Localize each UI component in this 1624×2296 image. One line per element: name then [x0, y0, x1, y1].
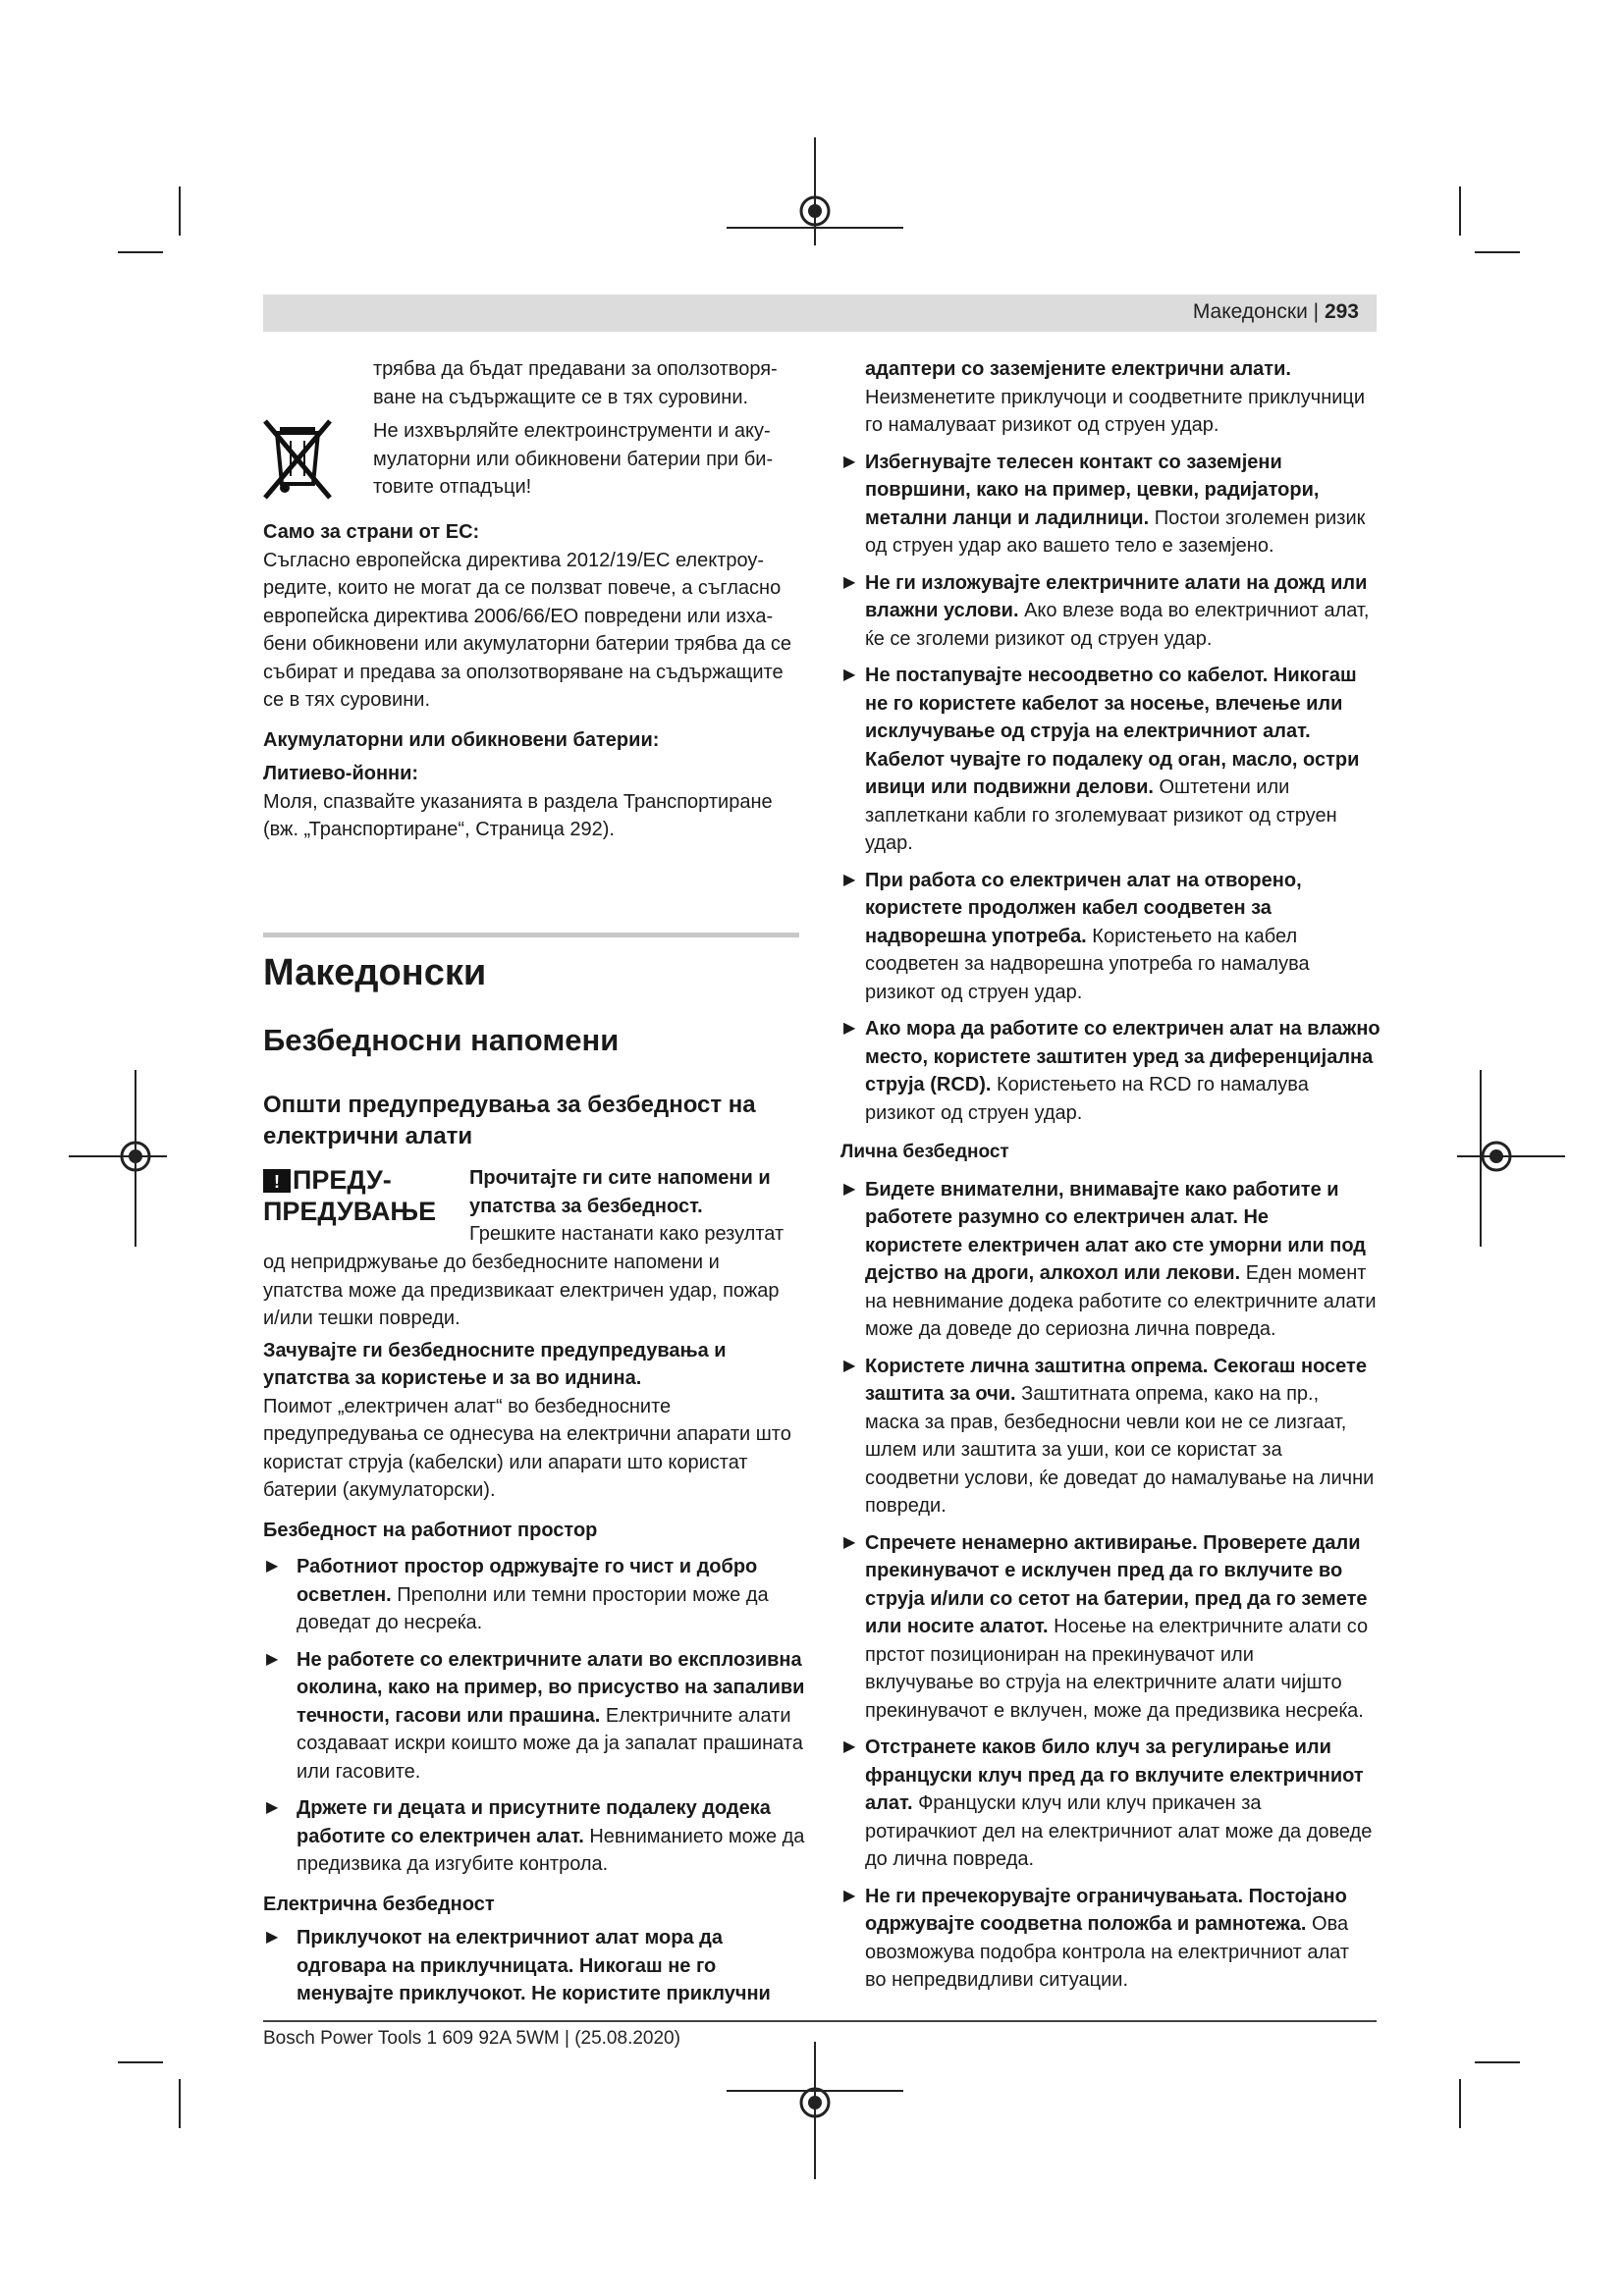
text-line: го намалуваат ризикот од струен удар. — [865, 414, 1219, 436]
text-line: батерии (акумулаторски). — [263, 1479, 496, 1501]
text-line: маска за прав, безбедносни чевли кои не се лизгаат, — [865, 1411, 1347, 1433]
text-fragment: Користењето на RCD го намалува — [991, 1074, 1309, 1095]
text-line: предизвика да изгубите контрола. — [297, 1853, 609, 1875]
text-line: ќе се зголеми ризикот од струен удар. — [865, 627, 1213, 650]
bold-line: Спречете ненамерно активирање. Проверете дали — [865, 1531, 1361, 1554]
text-line: мулаторни или обикновени батерии при би- — [373, 448, 774, 470]
bold-line: околина, како на пример, во присуство на запаливи — [297, 1677, 805, 1698]
list-item — [840, 867, 1390, 1007]
crop-mark — [1459, 187, 1461, 236]
arrow-bullet-icon: ▶ — [843, 1180, 856, 1198]
bold-line: Држете ги децата и присутните подалеку додека — [297, 1797, 771, 1819]
bold-line: не го користете кабелот за носење, влечење или — [865, 692, 1343, 715]
text-line: соодветни услови, ќе доведат до намалување на лични — [865, 1467, 1375, 1489]
list-item — [840, 1883, 1390, 1995]
text-fragment: Постои зголемен ризик — [1149, 507, 1366, 529]
bold-line: Не работете со електричните алати во експлозивна — [297, 1648, 802, 1671]
text-line: ризикот од струен удар. — [865, 1101, 1083, 1124]
keep-bold-line: Зачувајте ги безбедносните предупредувања и — [263, 1339, 727, 1362]
bold-line: При работа со електричен алат на отворено, — [865, 869, 1302, 891]
text-line: редите, които не могат да се ползват повече, а съгласно — [263, 577, 782, 599]
personal-safety-title: Лична безбедност — [840, 1142, 1009, 1162]
bold-line: Не ги пречекорувајте ограничувањата. Постојано — [865, 1885, 1347, 1907]
text-fragment: Невниманието може да — [583, 1825, 805, 1847]
arrow-bullet-icon: ▶ — [843, 1357, 856, 1374]
text-line: товите отпадъци! — [373, 476, 532, 498]
list-item — [840, 449, 1390, 561]
crop-mark — [179, 2079, 181, 2128]
page-footer: Bosch Power Tools 1 609 92A 5WM | (25.08.2020) — [263, 2028, 680, 2049]
warning-block — [263, 1164, 813, 1249]
list-item — [840, 569, 1390, 654]
bold-line: адаптери со заземјените електрични алати. — [865, 358, 1291, 380]
arrow-bullet-icon: ▶ — [843, 1533, 856, 1551]
bold-line: користете електричен алат ако сте уморни или под — [865, 1234, 1366, 1256]
left-column-main — [263, 950, 813, 2008]
text-fragment: Ова — [1306, 1913, 1349, 1935]
bin-notes — [373, 355, 805, 502]
bold-fragment: одржувајте соодветна положба и рамнотежа. — [865, 1913, 1307, 1935]
text-fragment: Електричните алати — [600, 1704, 791, 1727]
bold-line: Не ги изложувајте електричните алати на дожд или — [865, 571, 1368, 594]
bold-line: Не постапувајте несоодветно со кабелот. Никогаш — [865, 665, 1357, 686]
arrow-bullet-icon: ▶ — [266, 1558, 279, 1575]
bold-fragment: надворешна употреба. — [865, 925, 1087, 947]
text-line: ризикот од струен удар. — [865, 981, 1083, 1003]
warning-badge-line-2: ПРЕДУВАЊЕ — [263, 1197, 437, 1226]
list-item — [263, 1553, 813, 1637]
registration-mark-icon — [69, 1070, 167, 1247]
bold-fragment: метални ланци и ладилници. — [865, 507, 1150, 529]
text-line: се в тях суровини. — [263, 689, 430, 711]
text-line: трябва да бъдат предавани за оползотворя- — [373, 358, 778, 380]
bold-line: Приклучокот на електричниот алат мора да — [297, 1927, 723, 1949]
bold-line: француски клуч пред да го вклучите електричниот — [865, 1764, 1364, 1787]
text-line: прекинувачот е вклучен, може да предизвика несреќа. — [865, 1699, 1364, 1722]
bold-line: Работниот простор одржувајте го чист и добро — [297, 1556, 758, 1577]
text-line: на невнимание додека работите со електричните алати — [865, 1290, 1377, 1312]
arrow-bullet-icon: ▶ — [843, 1738, 856, 1755]
arrow-bullet-icon: ▶ — [266, 1929, 279, 1946]
list-item — [263, 1794, 813, 1879]
bold-line: работете разумно со електричен алат. Не — [865, 1206, 1270, 1228]
crop-mark — [179, 187, 181, 236]
list-item — [840, 662, 1390, 858]
list-item — [840, 1353, 1390, 1521]
crossed-out-wheelie-bin-icon — [263, 417, 332, 502]
text-line: создаваат искри коишто може да ја запалат прашината — [297, 1733, 803, 1754]
text-fragment: Заштитната опрема, како на пр., — [1015, 1383, 1320, 1405]
page-number: 293 — [1324, 300, 1359, 323]
bold-fragment: осветлен. — [297, 1583, 392, 1606]
text-line: од непридржување до безбедносните напомени и — [263, 1252, 720, 1273]
text-line: доведат до несреќа. — [297, 1612, 483, 1633]
text-line: заплеткани кабли го зголемуваат ризикот од струен — [865, 804, 1337, 827]
text-line: повреди. — [865, 1495, 947, 1517]
bold-line: користете продолжен кабел соодветен за — [865, 897, 1272, 919]
bold-line: Кабелот чувајте го подалеку од оган, масло, остри — [865, 748, 1360, 771]
page-header — [263, 294, 1377, 332]
list-item — [840, 1015, 1390, 1127]
text-fragment: Оштетени или — [1153, 776, 1290, 798]
text-line: соодветен за надворешна употреба го намалува — [865, 953, 1310, 975]
text-line: вклучување во струја на електричните алати чијшто — [865, 1672, 1342, 1693]
footer-rule — [263, 2020, 1377, 2022]
bold-fragment: дејство на дроги, алкохол или лекови. — [865, 1262, 1241, 1284]
text-line: до лична повреда. — [865, 1848, 1035, 1870]
arrow-bullet-icon: ▶ — [843, 871, 856, 888]
batteries-subtitle: Литиево-йонни: — [263, 763, 419, 784]
text-line: бени обикновени или акумулаторни батерии трябва да се — [263, 633, 792, 655]
text-line: овозможува подобра контрола на електричниот алат — [865, 1941, 1350, 1963]
bold-fragment: заштита за очи. — [865, 1383, 1016, 1405]
text-line: може да доведе до сериозна лична повреда. — [865, 1318, 1276, 1340]
text-line: предупредувања се однесува на електрични апарати што — [263, 1423, 791, 1445]
arrow-bullet-icon: ▶ — [843, 453, 856, 470]
keep-bold-line: упатства за користење и за во иднина. — [263, 1367, 642, 1389]
bold-fragment: работите со електричен алат. — [297, 1825, 584, 1847]
bold-line: одговара на приклучницата. Никогаш не го — [297, 1954, 717, 1977]
text-fragment: Француски клуч или клуч прикачен за — [912, 1792, 1262, 1814]
eu-title: Само за страни от ЕС: — [263, 521, 480, 543]
text-line: Неизменетите приклучоци и соодветните приклучници — [865, 386, 1366, 408]
arrow-bullet-icon: ▶ — [843, 667, 856, 683]
list-item — [840, 1529, 1390, 1726]
text-line: ване на съдържащите се в тях суровини. — [373, 386, 749, 408]
text-fragment: Ако влезе вода во електричниот алат, — [1018, 600, 1370, 621]
bold-fragment: влажни услови. — [865, 600, 1019, 621]
text-line: събират и предава за оползотворяване на съдържащите — [263, 661, 784, 683]
text-line: Грешките настанати како резултат — [469, 1223, 785, 1245]
work-area-title: Безбедност на работниот простор — [263, 1519, 598, 1541]
text-line: Поимот „електричен алат“ во безбедносните — [263, 1395, 672, 1417]
crop-mark — [1475, 251, 1520, 253]
text-line: користат струја (кабелски) или апарати што користат — [263, 1451, 748, 1473]
crop-mark — [1459, 2079, 1461, 2128]
text-line: Съгласно европейска директива 2012/19/ЕС електроу- — [263, 549, 765, 571]
bold-line: менувајте приклучокот. Не користите приклучни — [297, 1983, 771, 2004]
warning-bold-line: упатства за безбедност. — [469, 1195, 703, 1217]
text-line: или гасовите. — [297, 1760, 421, 1783]
arrow-bullet-icon: ▶ — [843, 573, 856, 591]
batteries-title: Акумулаторни или обикновени батерии: — [263, 728, 660, 751]
registration-mark-icon — [1457, 1070, 1565, 1247]
bold-line: Избегнувајте телесен контакт со заземјени — [865, 451, 1282, 473]
right-column — [840, 355, 1390, 1995]
language-heading: Македонски — [263, 952, 487, 993]
text-fragment: Носење на електричните алати со — [1048, 1616, 1369, 1637]
text-line: Не изхвърляйте електроинструменти и аку- — [373, 420, 771, 442]
bold-line: Отстранете каков било клуч за регулирање или — [865, 1736, 1331, 1758]
bold-line: прекинувачот е исклучен пред да го вклучите во — [865, 1560, 1343, 1581]
text-line: во непредвидливи ситуации. — [865, 1969, 1129, 1991]
arrow-bullet-icon: ▶ — [266, 1799, 279, 1816]
registration-mark-icon — [727, 137, 903, 245]
bold-line: површини, како на пример, цевки, радијатори, — [865, 479, 1320, 501]
section-rule — [263, 933, 799, 937]
bold-line: Ако мора да работите со електричен алат на влажно — [865, 1018, 1380, 1040]
text-line: од струен удар ако вашето тело е заземјено. — [865, 535, 1274, 557]
warning-triangle-icon: ! — [263, 1169, 291, 1193]
bold-line: струја и/или со сетот на батерии, пред да го земете — [865, 1587, 1368, 1610]
bold-fragment: ивици или подвижни делови. — [865, 776, 1154, 798]
arrow-bullet-icon: ▶ — [843, 1887, 856, 1904]
text-line: упатства може да предизвикаат електричен удар, пожар — [263, 1279, 780, 1302]
general-heading-line-1: Општи предупредувања за безбедност на — [263, 1092, 756, 1118]
text-line: (вж. „Транспортиране“, Страница 292). — [263, 819, 615, 840]
text-line: и/или тешки повреди. — [263, 1308, 460, 1329]
crop-mark — [1475, 2061, 1520, 2063]
bold-fragment: или носите алатот. — [865, 1616, 1049, 1637]
bold-line: место, користете заштитен уред за диференцијална — [865, 1045, 1374, 1068]
crop-mark — [118, 251, 163, 253]
list-item — [840, 1176, 1390, 1344]
warning-bold-line: Прочитајте ги сите напомени и — [469, 1167, 771, 1189]
header-section: Македонски — [1192, 300, 1308, 323]
arrow-bullet-icon: ▶ — [266, 1650, 279, 1668]
arrow-bullet-icon: ▶ — [843, 1020, 856, 1037]
text-line: Моля, спазвайте указанията в раздела Транспортиране — [263, 790, 773, 813]
text-line: ротирачкиот дел на електричниот алат може да доведе — [865, 1820, 1373, 1842]
bold-fragment: алат. — [865, 1792, 913, 1814]
header-text: Македонски | 293 — [1192, 300, 1359, 323]
electrical-title: Електрична безбедност — [263, 1893, 495, 1915]
safety-heading: Безбедносни напомени — [263, 1023, 620, 1057]
registration-mark-icon — [727, 2042, 903, 2179]
text-line: прстот позициониран на прекинувачот или — [865, 1643, 1254, 1666]
bold-fragment: течности, гасови или прашина. — [297, 1704, 601, 1727]
bold-line: Користете лична заштитна опрема. Секогаш носете — [865, 1355, 1367, 1377]
list-item — [263, 1646, 813, 1787]
bold-fragment: струја (RCD). — [865, 1074, 992, 1095]
bold-line: исклучување од струја на електричниот алат. — [865, 721, 1311, 742]
warning-badge-line-1: ПРЕДУ- — [293, 1165, 392, 1195]
text-fragment: Еден момент — [1240, 1262, 1367, 1284]
list-item — [840, 1734, 1390, 1874]
left-column — [263, 518, 813, 844]
bold-line: Бидете внимателни, внимавајте како работите и — [865, 1178, 1339, 1201]
text-line: шлем или заштита за уши, кои се користат за — [865, 1439, 1282, 1461]
list-item — [263, 1924, 813, 2008]
crop-mark — [118, 2061, 163, 2063]
text-fragment: Користењето на кабел — [1086, 925, 1298, 947]
warning-badge — [263, 1164, 436, 1227]
general-heading-line-2: електрични алати — [263, 1123, 473, 1149]
text-line: европейска директива 2006/66/EO повредени или изха- — [263, 605, 774, 627]
text-line: удар. — [865, 832, 913, 854]
text-fragment: Преполни или темни простории може да — [391, 1583, 769, 1606]
